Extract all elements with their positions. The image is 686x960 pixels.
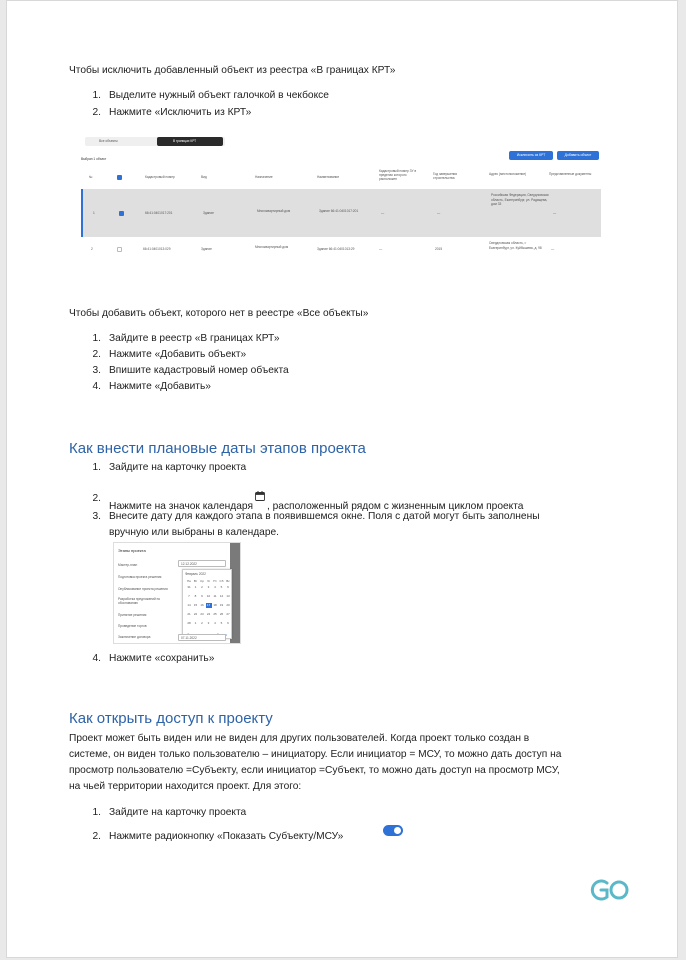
calendar-day[interactable]: 9 (201, 594, 203, 598)
paragraph-line: системе, он виден только пользователю – инициатору. Если инициатор = МСУ, то можно дать доступ на (69, 749, 562, 760)
row-checkbox-checked[interactable] (119, 211, 124, 216)
calendar-day[interactable]: 28 (187, 621, 191, 625)
month-label: Февраль 2022 (185, 572, 206, 576)
header-checkbox[interactable] (117, 175, 122, 180)
calendar-day[interactable]: 2 (201, 585, 203, 589)
calendar-day[interactable]: 15 (193, 603, 198, 607)
section1-intro: Чтобы исключить добавленный объект из реестра «В границах КРТ» (69, 65, 396, 76)
paragraph-line: Проект может быть виден или не виден для других пользователей. Когда проект только создан в (69, 733, 530, 744)
selected-count: Выбран 1 объект (81, 157, 107, 161)
table-screenshot: Все объекты В границах КРТ Выбран 1 объект Исключить из КРТ Добавить объект № Кадастровый номер Вид Назначение Наименование Кадастровый номер ЗУ в пределах которого расположен Год завершения строительства Адрес (местоположение) Представленные документы 1 66:41:0401017:201 Здание Многоквартирный дом Здание 66:41:0401017:201 — — Российская Федерация, Свердловская область, Екатеринбург, ул. Радищева, дом 33 — 2 66:41:0401013:029 Здание Многоквартирный дом Здание 66:41:0401013:29 — 2015 Свердловская область, г. Екатеринбург, ул. Куйбышева, д. 98 — (77, 133, 602, 273)
section3-heading: Как внести плановые даты этапов проекта (69, 440, 366, 457)
calendar-day[interactable]: 2 (201, 621, 203, 625)
calendar-day[interactable]: 19 (219, 603, 224, 607)
calendar-day[interactable]: 20 (226, 603, 230, 607)
calendar-day[interactable]: 5 (220, 585, 223, 589)
calendar-day[interactable]: 8 (194, 594, 197, 598)
calendar-icon (253, 491, 267, 505)
calendar-day[interactable]: 14 (187, 603, 191, 607)
calendar-day[interactable]: 7 (188, 594, 190, 598)
calendar-day[interactable]: 3 (207, 621, 210, 625)
exclude-button[interactable]: Исключить из КРТ (509, 151, 553, 160)
calendar-day[interactable]: 11 (213, 594, 217, 598)
calendar-day[interactable]: 6 (227, 621, 229, 625)
document-page: Чтобы исключить добавленный объект из реестра «В границах КРТ» 1. Выделите нужный объект галочкой в чекбоксе 2. Нажмите «Исключить из КРТ» Все объекты В границах КРТ Выбран 1 объект Исключить из КРТ Добавить объект № Кадастровый номер Вид Назначение Наименование Кадастровый номер ЗУ в пределах которого расположен Год завершения строительства Адрес (местоположение) Представленные документы 1 66:41:0401017:201 Здание Многоквартирный дом Здание 66:41:0401017:201 — — Российская Федерация, Свердловская область, Екатеринбург, ул. Радищева, дом 33 — 2 66:41:0401013:029 Здание Многоквартирный дом Здание 66:41:0401013:29 — 2015 Свердловская область, г. Екатеринбург, ул. Куйбышева, д. 98 — Чтобы добавить объект, которого нет в реестре «Все объекты» 1. Зайдите в реестр «В границах КРТ» 2. Нажмите «Добавить объект» 3. Впишите кадастровый номер объекта 4. Нажмите «Добавить» Как внести плановые даты этапов проекта 1. Зайдите на карточку проекта 2. Нажмите на значок календаря , расположенный рядом с жизненным циклом проекта 3. Внесите дату для каждого этапа в появившемся окне. Поля с датой могут быть заполнены вручную или выбраны в календаре. Этапы проекта Мастер-план Подготовка проекта решения Опубликование проекта решения Разработка предложений по обоснованию Принятие решения Проведение торгов Заключение договора 12.12.2022 Февраль 2022 Пн Вт Ср Чт Пт Сб Вс 31 1 2 3 4 5 6 7 8 9 10 11 12 13 14 15 16 17 18 19 20 21 22 23 24 25 26 27 28 1 2 3 4 5 6 07.11.2022 4. Нажмите «сохранить» Как открыть доступ к проекту Проект может быть виден или не виден для других пользователей. Когда проект только создан в системе, он виден только пользователю – инициатору. Если инициатор = МСУ, то можно дать доступ на просмотр пользователю =Субъекту, если инициатор =Субъект, то можно дать доступ на просмотр МСУ, на чьей территории находится проект. Для этого: 1. Зайдите на карточку проекта 2. Нажмите радиокнопку «Показать Субъекту/МСУ» (6, 0, 678, 958)
calendar-day[interactable]: 12 (219, 594, 224, 598)
calendar-day[interactable]: 25 (213, 612, 217, 616)
table-row[interactable]: 2 66:41:0401013:029 Здание Многоквартирный дом Здание 66:41:0401013:29 — 2015 Свердловская область, г. Екатеринбург, ул. Куйбышева, д. 98 — (91, 241, 555, 251)
calendar-day[interactable]: 24 (206, 612, 211, 616)
calendar-day[interactable]: 4 (214, 585, 216, 589)
calendar-day[interactable]: 18 (213, 603, 217, 607)
weekday-label: Вт (193, 579, 198, 583)
calendar-day[interactable]: 26 (219, 612, 224, 616)
calendar-day[interactable]: 22 (193, 612, 198, 616)
weekday-label: Ср (200, 579, 204, 583)
date-picker[interactable] (182, 569, 232, 639)
calendar-day[interactable]: 4 (214, 621, 216, 625)
weekday-label: Вс (226, 579, 230, 583)
toggle-icon (383, 825, 403, 836)
table-row[interactable]: 1 66:41:0401017:201 Здание Многоквартирный дом Здание 66:41:0401017:201 — — Российская Федерация, Свердловская область, Екатеринбург, ул. Радищева, дом 33 — (81, 189, 601, 237)
logo-icon (589, 875, 633, 905)
selected-day[interactable]: 17 (206, 603, 211, 607)
calendar-screenshot: Этапы проекта Мастер-план Подготовка проекта решения Опубликование проекта решения Разработка предложений по обоснованию Принятие решения Проведение торгов Заключение договора 12.12.2022 Февраль 2022 Пн Вт Ср Чт Пт Сб Вс 31 1 2 3 4 5 6 7 8 9 10 11 12 13 14 15 16 17 18 19 20 21 22 23 24 25 26 27 28 1 2 3 4 5 6 07.11.2022 (113, 542, 241, 644)
paragraph-line: на чьей территории находится проект. Для этого: (69, 781, 302, 792)
section2-intro: Чтобы добавить объект, которого нет в реестре «Все объекты» (69, 308, 369, 319)
weekday-label: Чт (206, 579, 211, 583)
paragraph-line: просмотр пользователю =Субъекту, если инициатор =Субъект, то можно дать доступ на просмотр МСУ, (69, 765, 560, 776)
calendar-day[interactable]: 1 (194, 585, 197, 589)
calendar-day[interactable]: 16 (200, 603, 204, 607)
calendar-day[interactable]: 27 (226, 612, 230, 616)
weekday-label: Сб (219, 579, 224, 583)
tab-krt-label: В границах КРТ (173, 139, 197, 143)
calendar-day[interactable]: 13 (226, 594, 230, 598)
calendar-day[interactable]: 31 (187, 585, 191, 589)
weekday-label: Пт (213, 579, 217, 583)
calendar-day[interactable]: 23 (200, 612, 204, 616)
weekday-label: Пн (187, 579, 191, 583)
calendar-day[interactable]: 10 (206, 594, 211, 598)
add-object-button[interactable]: Добавить объект (557, 151, 599, 160)
row-checkbox[interactable] (117, 247, 122, 252)
calendar-day[interactable]: 1 (194, 621, 197, 625)
calendar-day[interactable]: 3 (207, 585, 210, 589)
calendar-dialog-title: Этапы проекта (118, 548, 146, 553)
calendar-day[interactable]: 5 (220, 621, 223, 625)
tab-all[interactable]: Все объекты (99, 139, 118, 143)
calendar-day[interactable]: 6 (227, 585, 229, 589)
calendar-day[interactable]: 21 (187, 612, 191, 616)
section4-heading: Как открыть доступ к проекту (69, 710, 273, 727)
